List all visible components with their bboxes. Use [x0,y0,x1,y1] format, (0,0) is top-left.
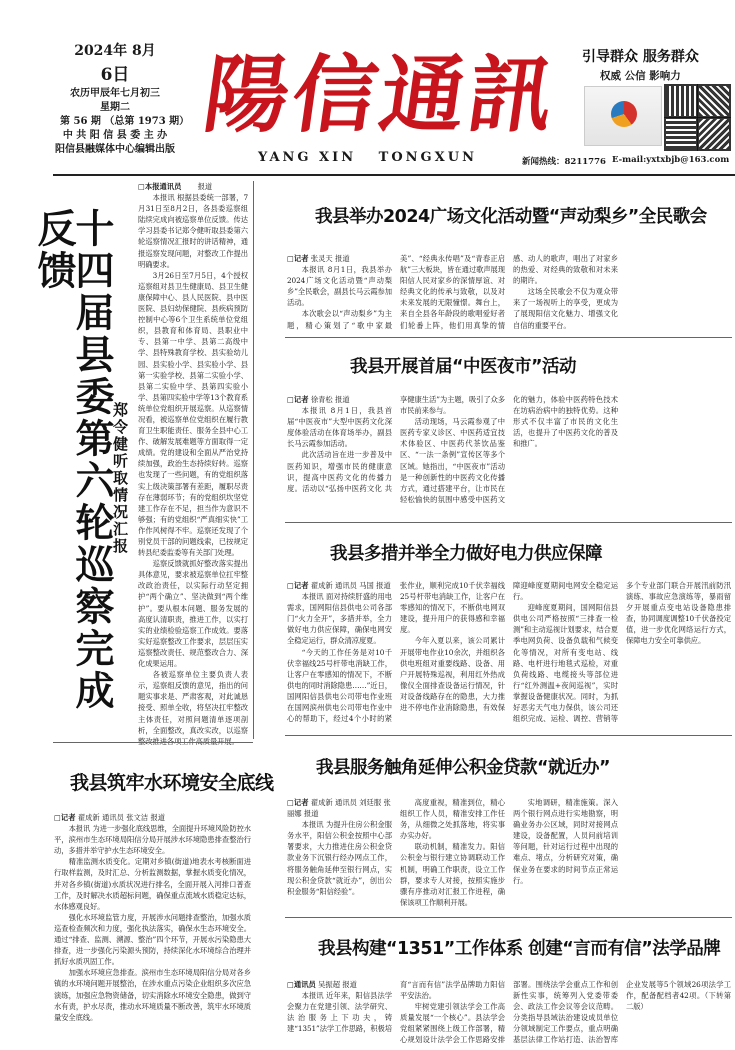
water-byline-names: 翟成新 通讯员 张文洁 [77,813,149,822]
tcm-paragraph-3: 活动现场，马云霞参观了中医药专家义诊区、中医药适宜技术体验区、中医药代茶饮品鉴区、“一法一条例”宣传区等多个区域。她指出，“中医夜市”活动是一种创新性的中医药文化传播方式，通过搭建平台，让市民在轻松愉快的氛围中感受中医药文化的魅力，体验中医药特色技术在坊病治病中的独特优势。这种形式不仅丰富了市民的文化生活，也提升了中医药文化的普及和推广。 [400,395,618,504]
water-paragraph-1: 本报讯 为进一步强化底线思维，全面提升环境风险防控水平，滨州市生态环境局阳信分局开展涉水环境隐患排查整治行动，多措并举守护水生态环境安全。 [54,824,251,856]
qr-code-icon-2 [666,119,696,149]
lead-byline-rest: 报道 [197,182,213,191]
power-byline-names: 翟成新 通讯员 马国 [310,581,374,590]
masthead [0,0,735,178]
law-byline-rest: 报道 [342,980,357,989]
fund-byline-names: 翟成新 通讯员 刘廷服 张丽娜 [287,798,391,819]
tcm-paragraph-1: 本报讯 8月1日，我县首届“中医夜市”大型中医药文化深度体验活动在体育场举办，副县长马云霞参加活动。 [287,406,392,449]
fund-paragraph-2: 高度重视，精准到位，精心组织工作人员，精准安排工作任务，从细微之处抓落地，将实事办实办好。 [400,798,505,841]
water-byline-rest: 报道 [150,813,166,822]
power-story-body [287,580,731,730]
culture-paragraph-2: 本次歌会以“声动梨乡”为主题，精心策划了“歌中家最美”、“经典永传唱”及“青春正启航”三大板块，皆在通过歌声展现阳信人民对家乡的深情厚谊、对经典文化的传承与致敬，以及对未来发展的无限憧憬。舞台上，来自全县各年龄段的歌唱爱好者们轮番上阵，他们用真挚的情感、动人的歌声，唱出了对家乡的热爱、对经典的致敬和对未来的期许。 [287,254,618,330]
fund-byline-label: □记者 [287,798,309,807]
publisher-line-2: 阳信县融媒体中心编辑出版 [55,144,175,155]
issue-number: 第 56 期 （总第 1973 期） [60,116,190,127]
tcm-paragraph-2: 此次活动旨在进一步普及中医药知识，增强市民的健康意识，提高中医药文化的传播力度。活动以“弘扬中医药文化 共享健康生活”为主题，吸引了众多市民前来参与。 [287,395,505,493]
water-byline-label: □记者 [54,813,76,822]
law-byline-label: □通讯员 [287,980,316,989]
news-email: E-mail:yxtxbjb@163.com [612,155,730,165]
news-hotline: 新闻热线：8211776 [522,157,606,167]
lead-paragraph-1: 本报讯 根据县委统一部署，7月31日至8月2日，各县委巡察组陆续完成向被巡察单位反馈。传达学习县委书记郑令健听取县委第六轮巡察情况汇报时的讲话精神，通报巡察发现问题，对整改工作提出明确要求。 [138,193,248,269]
law-paragraph-2: 牢树党建引领法学会工作高质量发展“一个核心”。县法学会党组紧紧围绕上级工作部署，精心规划设计法学会工作思路安排部署。围绕法学会重点工作和创新性实事，统筹列入党委带委会、政法工作会议等会议范畴。分类指导县域法治建设成员单位分领域制定工作要点，重点明确基层法律工作站打造、法治智库企业发展等5个领域26项法学工作，配备配档者42项。（下转第二版） [400,980,731,1045]
culture-headline: 我县举办2024广场文化活动暨“声动梨乡”全民歌会 [315,207,707,227]
culture-byline-names: 张灵天 [310,254,333,263]
section-rule [285,337,732,338]
lead-paragraph-3: 巡察反馈就抓好整改落实提出具体意见，要求被巡察单位扛牢整改政治责任，以实际行动坚定拥护“两个确立”、坚决做到“两个维护”。要从根本问题、服务发展的高度认清职责，推进工作，以实打实的业绩检验巡察工作成效。要落实好巡察整改工作要求，层层压实巡察整改责任、规范整改合力、深化成果运用。 [138,559,248,669]
power-headline: 我县多措并举全力做好电力供应保障 [330,544,602,564]
column-divider [253,181,254,739]
slogan-primary: 引导群众 服务群众 [582,49,699,65]
tcm-headline: 我县开展首届“中医夜市”活动 [350,357,577,377]
lead-subhead: 郑令健听取情况汇报 [111,402,129,555]
culture-story-body [287,253,731,333]
culture-byline-rest: 报道 [335,254,350,263]
water-headline: 我县筑牢水环境安全底线 [70,772,274,794]
power-paragraph-1: 本报讯 面对持续肝盛的用电需求，国网阳信县供电公司各部门“火力全开”，多措并举，全力做好电力供应保障，确保电网安全稳定运行，群众清凉度夏。 [287,592,392,646]
fund-byline-rest: 报道 [303,809,319,819]
tcm-byline-rest: 报道 [335,395,350,404]
law-paragraph-1: 本报讯 近年来，阳信县法学会聚力在党建引领、法学研究、法治服务上下功夫，铸建“1351”法学工作思路，积极培育“言而有信”法学品牌助力阳信平安法治。 [287,980,505,1034]
lead-story-body [138,181,248,737]
slogan-secondary: 权威 公信 影响力 [600,70,681,82]
fund-headline: 我县服务触角延伸公积金贷款“就近办” [316,758,611,778]
water-paragraph-3: 强化水环境监管力度，开展涉水问题排查整治，加强水质巡查检查频次和力度，强化执法落实，确保水生态环境安全。通过“排查、监测、溯源、整治”四个环节，开展水污染隐患大排查，进一步强化污染源头预防，持续深化水环境综合治理并抓好水质巩固工作。 [54,912,251,967]
culture-byline-label: □记者 [287,254,309,263]
qr-code-icon-4 [699,119,729,149]
fund-story-body [287,797,731,911]
power-paragraph-2: “今天的工作任务是对10千伏幸福线25号杆带电消缺工作，让客户在零感知的情况下，不断供电的同时消除隐患……”近日，国网阳信县供电公司带电作业班在国网滨州供电公司带电作业中心的帮助下，经过4个小时的紧张作业，顺利完成10千伏幸福线25号杆带电消缺工作，让客户在零感知的情况下，不断供电网双建设，提升用户的获得感和幸福度。 [287,581,505,724]
app-logo-icon [611,101,637,127]
qr-code-icon-3 [699,86,729,116]
date-year-month: 2024年 8月 [74,43,156,59]
lead-paragraph-2: 3月26日至7月5日，4个授权巡察组对县卫生健康局、县卫生健康保障中心、县人民医院、县中医医院、县妇幼保健院、县疾病预防控制中心等6个卫生系统单位党组织，县教育和体育局、县职业中专、县第一中学、县第二高级中学、县特殊教育学校、县实验幼儿园、县实验小学、县实验小学、县第一实验学校、县第二实验小学、县第二实验中学、县第四实验小学、县第四实验中学等13个教育系统单位党组织开展巡察。从巡察情况看，被巡察单位党组织在履行教育卫生职能责任、服务全县中心工作、破解发展难题等方面取得一定成绩。党的建设和全面从严治党持续加强，政治生态持续好转。巡察也发现了一些问题，有的党组织落实上级决策部署有差距，履职尽责存在薄弱环节；有的党组织坎坚党建工作存在不足，担当作为意识不够强；有的党组织“严真细实快”工作作风树得不牢。巡察还发现了个别党员干部的问题线索，已按规定转县纪委监委等有关部门处理。 [138,270,248,558]
publisher-line: 中 共 阳 信 县 委 主 办 [62,130,168,141]
section-rule-3 [285,735,732,736]
lead-headline: 十四届县委第六轮巡察完成反馈 [31,208,114,712]
masthead-rule [53,174,735,176]
law-byline-names: 吴振超 [318,980,341,989]
fund-paragraph-1: 本报讯 为提升住房公积金服务水平，阳信公积金按照中心部署要求，大力推进住房公积金贷款业务下沉银行经办网点工作，将服务触角延伸至银行网点，实现公积金贷款“就近办”，创出公积金服务“阳信经验”。 [287,820,392,896]
weekday: 星期二 [100,102,130,113]
section-rule-4 [285,917,732,918]
lead-paragraph-4: 各被巡察单位主要负责人表示，巡察组反馈的意见，指出的问题实事求是、严肃客观，对此诚恳接受、照单全收，将坚决扛牢整改主体责任，对照问题清单逐项剖析，全面整改，真改实改，以巡察 [138,670,248,735]
logo-pinyin: YANG XIN TONGXUN [258,150,477,165]
power-paragraph-3: 今年入夏以来，该公司累计开展带电作业10余次，并组织各供电班组对重要线路、设备、用户开展特殊巡视，利用红外热成像仪全面排查设备运行情况，针对设备线路存在的隐患，大力推进不停电作业消除隐患，有效保障迎峰度夏期间电网安全稳定运行。 [400,581,618,713]
fund-paragraph-3: 联动机制，精准发力。阳信公积金与银行建立协调联动工作机制，明确工作职责，设立工作群，要求专人对接，按照实施步骤有序推动对汇报工作进程，确保该项工作顺利开展。 [400,842,505,907]
fund-paragraph-4: 实地调研，精准施策。深入两个银行网点进行实地勘察，明确业务办公区域，同时对接网点建设，设备配置，人员问前培训等问题，针对运行过程中出现的难点、堵点，分析研究对策，确保业务在要求的时间节点正常运行。 [513,798,618,885]
water-paragraph-4: 加强水环境应急排查。滨州市生态环境局阳信分局对各乡镇的水环境问题开展整治，在涉水重点污染企业组织多次应急演练，加强应急物资储备，切实消除水环境安全隐患，做到守水有责，护水尽责，推动水环境质量不断改善，筑牢水环境质量安全底线。 [54,968,251,1022]
water-paragraph-2: 精准监测水质变化。定期对乡镇(街道)地表水考核断面进行取样监测，及时汇总、分析监测数据，掌握水质变化情况，并对各乡镇(街道)水质状况进行排名，全面开展入河排口普查工作，及时解决水质超标问题，确保重点流域水质稳定达标，水体感观良好。 [54,857,251,911]
power-paragraph-4: 迎峰度夏期间，国网阳信县供电公司严格按照“三排查一检测”和主动巡视计划要求，结合夏季电网负荷、设备负载和气候变化等情况，对所有变电站、线路、电杆进行地毯式巡检，对重负荷线路、电缆接头等部位进行“红外测温+夜间巡视”，实时掌握设备健康状况。同时，为抓好恶劣天气电力保供，该公司还组织完成、运检、调控、营销等多个专业部门联合开展汛前防汛演练、事故应急演练等，暴雨留夕开展重点变电站设备隐患排查，协同调度调整10千伏备投定值，进一步优化网络运行方式，保障电力安全可靠供应。 [513,581,731,724]
culture-paragraph-3: 这场全民歌会不仅为观众带来了一场视听上的享受，更成为了展现阳信文化魅力、增强文化自信的重要平台。 [513,287,618,330]
tcm-byline-label: □记者 [287,395,309,404]
lead-byline-label: □本报通讯员 [138,182,182,191]
tcm-byline-names: 徐青松 [310,395,333,404]
lunar-date: 农历甲辰年七月初三 [70,88,160,99]
date-day: 6日 [100,65,130,85]
section-rule-2 [285,522,732,523]
newspaper-logo: 陽信通訊 [198,45,565,144]
mobile-app-badge [584,86,662,146]
lead-bottom-rule [53,742,253,743]
power-byline-rest: 报道 [376,581,391,590]
tcm-story-body [287,394,731,516]
law-headline: 我县构建“1351”工作体系 创建“言而有信”法学品牌 [318,939,721,959]
culture-paragraph-1: 本报讯 8月1日，我县举办2024广场文化活动暨“声动梨乡”全民歌会，副县长马云霞参加活动。 [287,265,392,308]
qr-code-icon [666,86,696,116]
law-story-body [287,979,731,1047]
power-byline-label: □记者 [287,581,309,590]
water-story-body [54,812,251,1048]
